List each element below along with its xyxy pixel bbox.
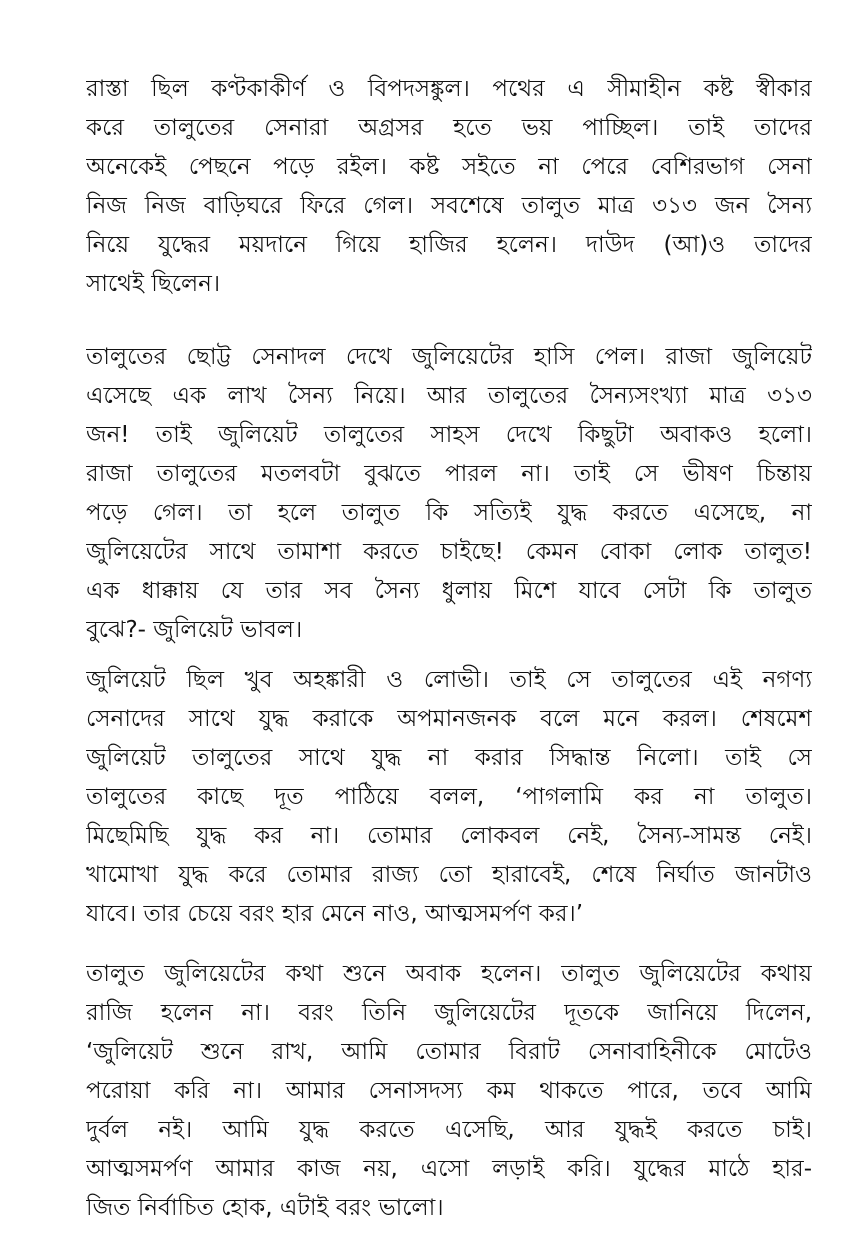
text-line: বুঝে?- জুলিয়েট ভাবল। — [86, 617, 303, 643]
text-line: যাবে। তার চেয়ে বরং হার মেনে নাও, আত্মসমর্পণ কর।’ — [86, 901, 584, 927]
text-line: জুলিয়েট ছিল খুব অহঙ্কারী ও লোভী। তাই সে তালুতের এই নগণ্য — [86, 667, 812, 693]
paragraph-1 — [86, 70, 812, 304]
text-line: সেনাদের সাথে যুদ্ধ করাকে অপমানজনক বলে মনে করল। শেষমেশ — [86, 706, 812, 732]
paragraph-2 — [86, 338, 812, 650]
text-line: আত্মসমর্পণ আমার কাজ নয়, এসো লড়াই করি। যুদ্ধের মাঠে হার- — [86, 1156, 812, 1182]
text-line: ‘জুলিয়েট শুনে রাখ, আমি তোমার বিরাট সেনাবাহিনীকে মোটেও — [86, 1039, 812, 1065]
text-line: এসেছে এক লাখ সৈন্য নিয়ে। আর তালুতের সৈন্যসংখ্যা মাত্র ৩১৩ — [86, 383, 812, 409]
text-line: অনেকেই পেছনে পড়ে রইল। কষ্ট সইতে না পেরে বেশিরভাগ সেনা — [86, 154, 812, 180]
text-line: রাজা তালুতের মতলবটা বুঝতে পারল না। তাই সে ভীষণ চিন্তায় — [86, 461, 812, 487]
text-line: সাথেই ছিলেন। — [86, 271, 221, 297]
text-line: এক ধাক্কায় যে তার সব সৈন্য ধুলায় মিশে যাবে সেটা কি তালুত — [86, 578, 812, 604]
paragraph-4 — [86, 955, 812, 1228]
text-line: করে তালুতের সেনারা অগ্রসর হতে ভয় পাচ্ছিল। তাই তাদের — [86, 115, 812, 141]
text-line: মিছেমিছি যুদ্ধ কর না। তোমার লোকবল নেই, সৈন্য-সামন্ত নেই। — [86, 823, 812, 849]
paragraph-3 — [86, 661, 812, 934]
text-line: পড়ে গেল। তা হলে তালুত কি সত্যিই যুদ্ধ করতে এসেছে, না — [86, 500, 812, 526]
text-line: তালুতের কাছে দূত পাঠিয়ে বলল, ‘পাগলামি কর না তালুত। — [86, 784, 812, 810]
text-line: জন! তাই জুলিয়েট তালুতের সাহস দেখে কিছুটা অবাকও হলো। — [86, 422, 812, 448]
text-line: খামোখা যুদ্ধ করে তোমার রাজ্য তো হারাবেই, শেষে নির্ঘাত জানটাও — [86, 862, 812, 888]
text-line: জিত নির্বাচিত হোক, এটাই বরং ভালো। — [86, 1195, 444, 1221]
text-line: তালুতের ছোট্ট সেনাদল দেখে জুলিয়েটের হাসি পেল। রাজা জুলিয়েট — [86, 344, 812, 370]
text-line: জুলিয়েটের সাথে তামাশা করতে চাইছে! কেমন বোকা লোক তালুত! — [86, 539, 812, 565]
text-line: রাজি হলেন না। বরং তিনি জুলিয়েটের দূতকে জানিয়ে দিলেন, — [86, 1000, 812, 1026]
text-line: পরোয়া করি না। আমার সেনাসদস্য কম থাকতে পারে, তবে আমি — [86, 1078, 812, 1104]
text-line: দুর্বল নই। আমি যুদ্ধ করতে এসেছি, আর যুদ্ধই করতে চাই। — [86, 1117, 812, 1143]
text-line: নিয়ে যুদ্ধের ময়দানে গিয়ে হাজির হলেন। দাউদ (আ)ও তাদের — [86, 232, 812, 258]
text-line: নিজ নিজ বাড়িঘরে ফিরে গেল। সবশেষে তালুত মাত্র ৩১৩ জন সৈন্য — [86, 193, 812, 219]
text-line: রাস্তা ছিল কণ্টকাকীর্ণ ও বিপদসঙ্কুল। পথের এ সীমাহীন কষ্ট স্বীকার — [86, 76, 812, 102]
text-line: জুলিয়েট তালুতের সাথে যুদ্ধ না করার সিদ্ধান্ত নিলো। তাই সে — [86, 745, 812, 771]
text-line: তালুত জুলিয়েটের কথা শুনে অবাক হলেন। তালুত জুলিয়েটের কথায় — [86, 961, 812, 987]
